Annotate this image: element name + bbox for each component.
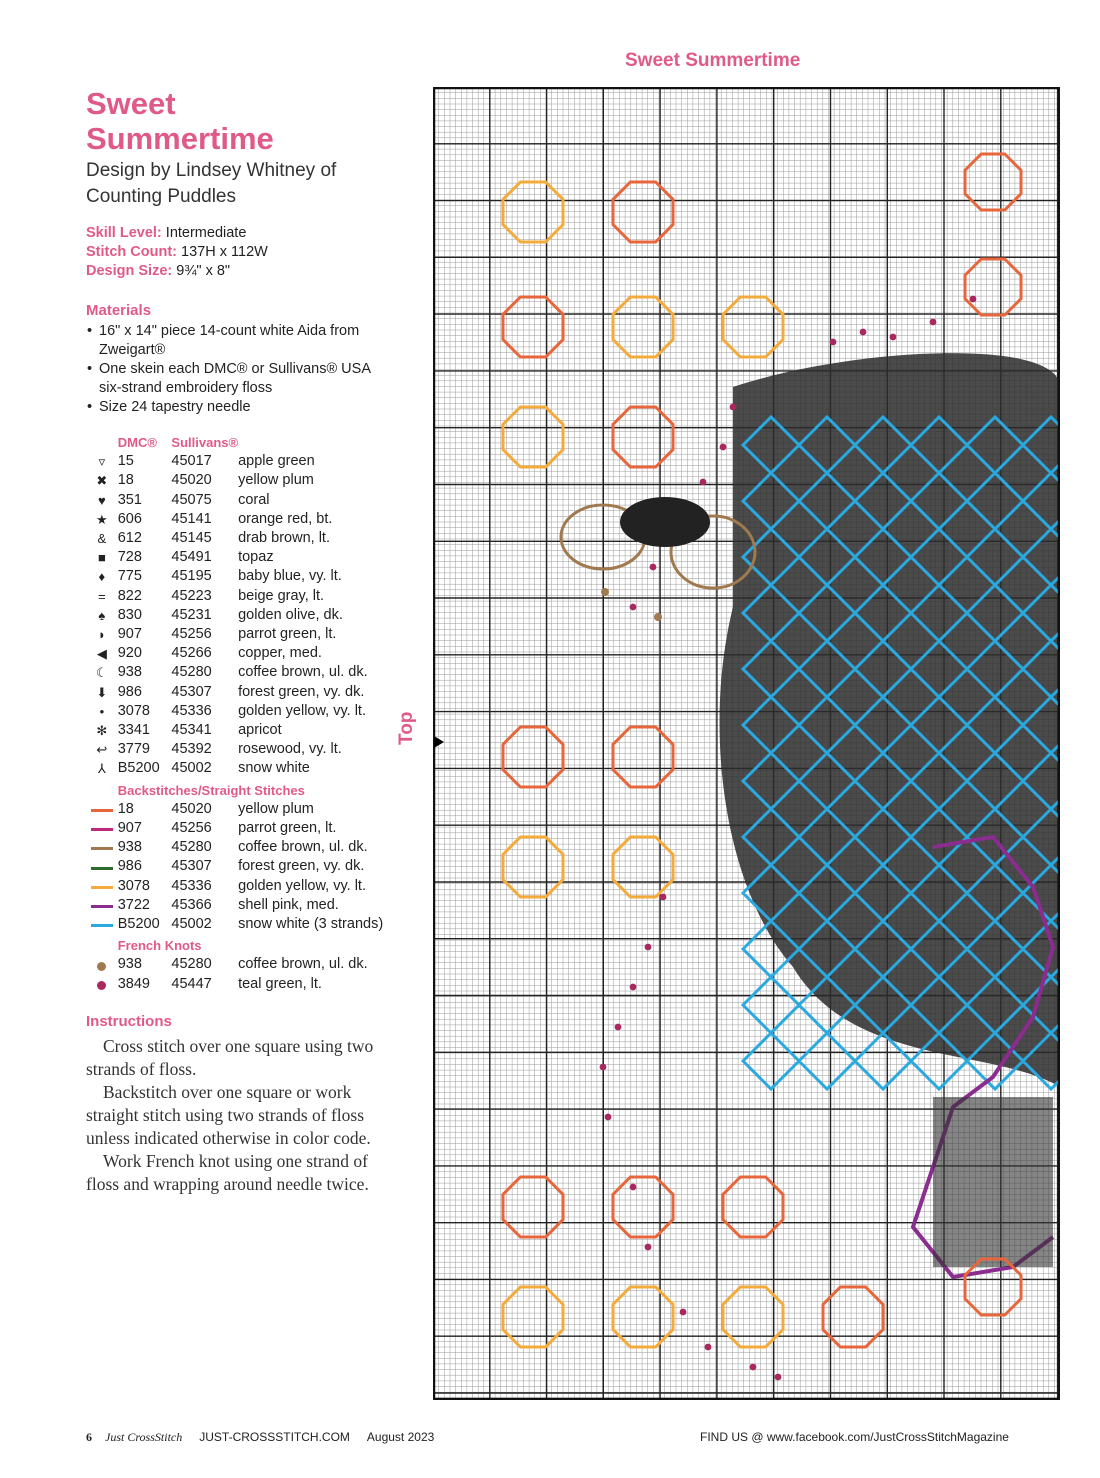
bee-body xyxy=(620,497,710,547)
backstitch-row: 3078 45336 golden yellow, vy. lt. xyxy=(86,877,386,896)
french-knot xyxy=(700,479,707,486)
purple-fill-area xyxy=(933,1097,1053,1267)
french-knot-brown xyxy=(654,613,662,621)
stitch-symbol-icon: ⅄ xyxy=(97,761,106,777)
key-row: ♥ 351 45075 coral xyxy=(86,491,386,510)
french-knot xyxy=(775,1374,782,1381)
material-item: • 16" x 14" piece 14-count white Aida from Zweigart® xyxy=(99,322,386,360)
french-knot xyxy=(720,444,727,451)
stitch-symbol-icon: ☾ xyxy=(96,665,108,681)
stitch-symbol-icon: ✻ xyxy=(96,723,108,739)
french-knot xyxy=(970,296,977,303)
stitch-symbol-icon: ⬇ xyxy=(96,684,108,700)
skill-level: Skill Level: Intermediate xyxy=(86,225,247,241)
french-knot xyxy=(600,1064,607,1071)
materials-list xyxy=(86,322,386,417)
stitch-symbol-icon: ★ xyxy=(96,511,108,527)
color-key xyxy=(86,433,386,994)
stitch-symbol-icon: • xyxy=(99,703,105,719)
footer-left xyxy=(86,1430,434,1445)
key-row: ⬇ 986 45307 forest green, vy. dk. xyxy=(86,683,386,702)
pattern-title-line1: Sweet xyxy=(86,86,176,121)
stitch-symbol-icon: ■ xyxy=(97,550,106,566)
backstitch-row: 907 45256 parrot green, lt. xyxy=(86,819,386,838)
line-swatch-icon xyxy=(91,905,113,908)
stitch-symbol-icon: ♠ xyxy=(98,607,106,623)
stitch-symbol-icon: ♦ xyxy=(98,569,106,585)
facebook-link[interactable]: FIND US @ www.facebook.com/JustCrossStitchMagazine xyxy=(700,1430,1009,1444)
french-knot-heading: French Knots xyxy=(117,938,202,954)
key-row: ◀ 920 45266 copper, med. xyxy=(86,644,386,663)
key-row: & 612 45145 drab brown, lt. xyxy=(86,529,386,548)
issue-date: August 2023 xyxy=(366,1430,435,1444)
key-row: ⅄ B5200 45002 snow white xyxy=(86,759,386,778)
french-knot xyxy=(630,1184,637,1191)
top-label: Top xyxy=(396,711,417,745)
page-number: 6 xyxy=(86,1430,92,1444)
material-item: • Size 24 tapestry needle xyxy=(99,398,386,417)
french-knot xyxy=(730,404,737,411)
top-arrow-icon xyxy=(434,736,444,748)
key-row: • 3078 45336 golden yellow, vy. lt. xyxy=(86,702,386,721)
key-row: ↩ 3779 45392 rosewood, vy. lt. xyxy=(86,740,386,759)
french-knot xyxy=(860,329,867,336)
french-knot xyxy=(930,319,937,326)
backstitch-row: 986 45307 forest green, vy. dk. xyxy=(86,857,386,876)
cross-stitch-chart xyxy=(433,87,1060,1400)
french-knot xyxy=(605,1114,612,1121)
french-knot xyxy=(890,334,897,341)
chart-title: Sweet Summertime xyxy=(625,50,801,71)
pattern-title-line2: Summertime xyxy=(86,121,274,156)
french-knot xyxy=(645,1244,652,1251)
french-knot xyxy=(830,339,837,346)
stitch-symbol-icon: & xyxy=(97,531,107,547)
key-row: ✻ 3341 45341 apricot xyxy=(86,721,386,740)
stitch-symbol-icon: ◗ xyxy=(97,627,106,643)
knot-swatch-icon xyxy=(97,981,106,990)
line-swatch-icon xyxy=(91,809,113,812)
french-knot-row: 3849 45447 teal green, lt. xyxy=(86,975,386,994)
line-swatch-icon xyxy=(91,886,113,889)
specs xyxy=(86,224,386,281)
instructions xyxy=(86,1035,386,1196)
backstitch-row: 3722 45366 shell pink, med. xyxy=(86,896,386,915)
french-knot xyxy=(645,944,652,951)
french-knot xyxy=(615,1024,622,1031)
stitch-symbol-icon: ◀ xyxy=(96,646,107,662)
key-row: ☾ 938 45280 coffee brown, ul. dk. xyxy=(86,663,386,682)
key-row: ♠ 830 45231 golden olive, dk. xyxy=(86,606,386,625)
stitch-symbol-icon: ▿ xyxy=(98,454,106,470)
backstitch-heading: Backstitches/Straight Stitches xyxy=(117,782,305,798)
key-row: ■ 728 45491 topaz xyxy=(86,548,386,567)
designer-credit: Design by Lindsey Whitney of Counting Puddles xyxy=(86,160,337,207)
backstitch-row: 938 45280 coffee brown, ul. dk. xyxy=(86,838,386,857)
line-swatch-icon xyxy=(91,828,113,831)
key-row: ✖ 18 45020 yellow plum xyxy=(86,471,386,490)
knot-swatch-icon xyxy=(97,962,106,971)
stitch-symbol-icon: ♥ xyxy=(98,492,106,508)
french-knot xyxy=(680,1309,687,1316)
design-size: Design Size: 9¾" x 8" xyxy=(86,263,231,279)
key-row: ★ 606 45141 orange red, bt. xyxy=(86,510,386,529)
materials-heading: Materials xyxy=(86,302,152,319)
french-knot-row: 938 45280 coffee brown, ul. dk. xyxy=(86,955,386,974)
french-knot-brown xyxy=(601,588,609,596)
stitch-symbol-icon: ✖ xyxy=(96,473,108,489)
magazine-name: Just CrossStitch xyxy=(105,1430,183,1444)
french-knot xyxy=(630,604,637,611)
key-row: = 822 45223 beige gray, lt. xyxy=(86,587,386,606)
instruction-paragraph: Work French knot using one strand of floss and wrapping around needle twice. xyxy=(86,1150,369,1194)
material-item: • One skein each DMC® or Sullivans® USA six-strand embroidery floss xyxy=(99,360,386,398)
french-knot xyxy=(650,564,657,571)
instruction-paragraph: Backstitch over one square or work straight stitch using two strands of floss unless indicated otherwise in color code. xyxy=(86,1081,371,1148)
french-knot xyxy=(660,894,667,901)
stitch-symbol-icon: = xyxy=(98,588,106,604)
pattern-info xyxy=(86,86,386,1196)
french-knot xyxy=(705,1344,712,1351)
instructions-heading: Instructions xyxy=(86,1012,172,1030)
key-header: DMC® Sullivans® xyxy=(117,435,239,450)
stitch-count: Stitch Count: 137H x 112W xyxy=(86,244,268,260)
key-row: ▿ 15 45017 apple green xyxy=(86,452,386,471)
key-row: ♦ 775 45195 baby blue, vy. lt. xyxy=(86,567,386,586)
backstitch-row: B5200 45002 snow white (3 strands) xyxy=(86,915,386,934)
backstitch-row: 18 45020 yellow plum xyxy=(86,800,386,819)
line-swatch-icon xyxy=(91,867,113,870)
key-row: ◗ 907 45256 parrot green, lt. xyxy=(86,625,386,644)
french-knot xyxy=(750,1364,757,1371)
instruction-paragraph: Cross stitch over one square using two strands of floss. xyxy=(86,1035,374,1079)
stitch-symbol-icon: ↩ xyxy=(96,742,108,758)
magazine-site: JUST-CROSSSTITCH.COM xyxy=(199,1430,350,1444)
line-swatch-icon xyxy=(91,924,113,927)
line-swatch-icon xyxy=(91,847,113,850)
french-knot xyxy=(630,984,637,991)
